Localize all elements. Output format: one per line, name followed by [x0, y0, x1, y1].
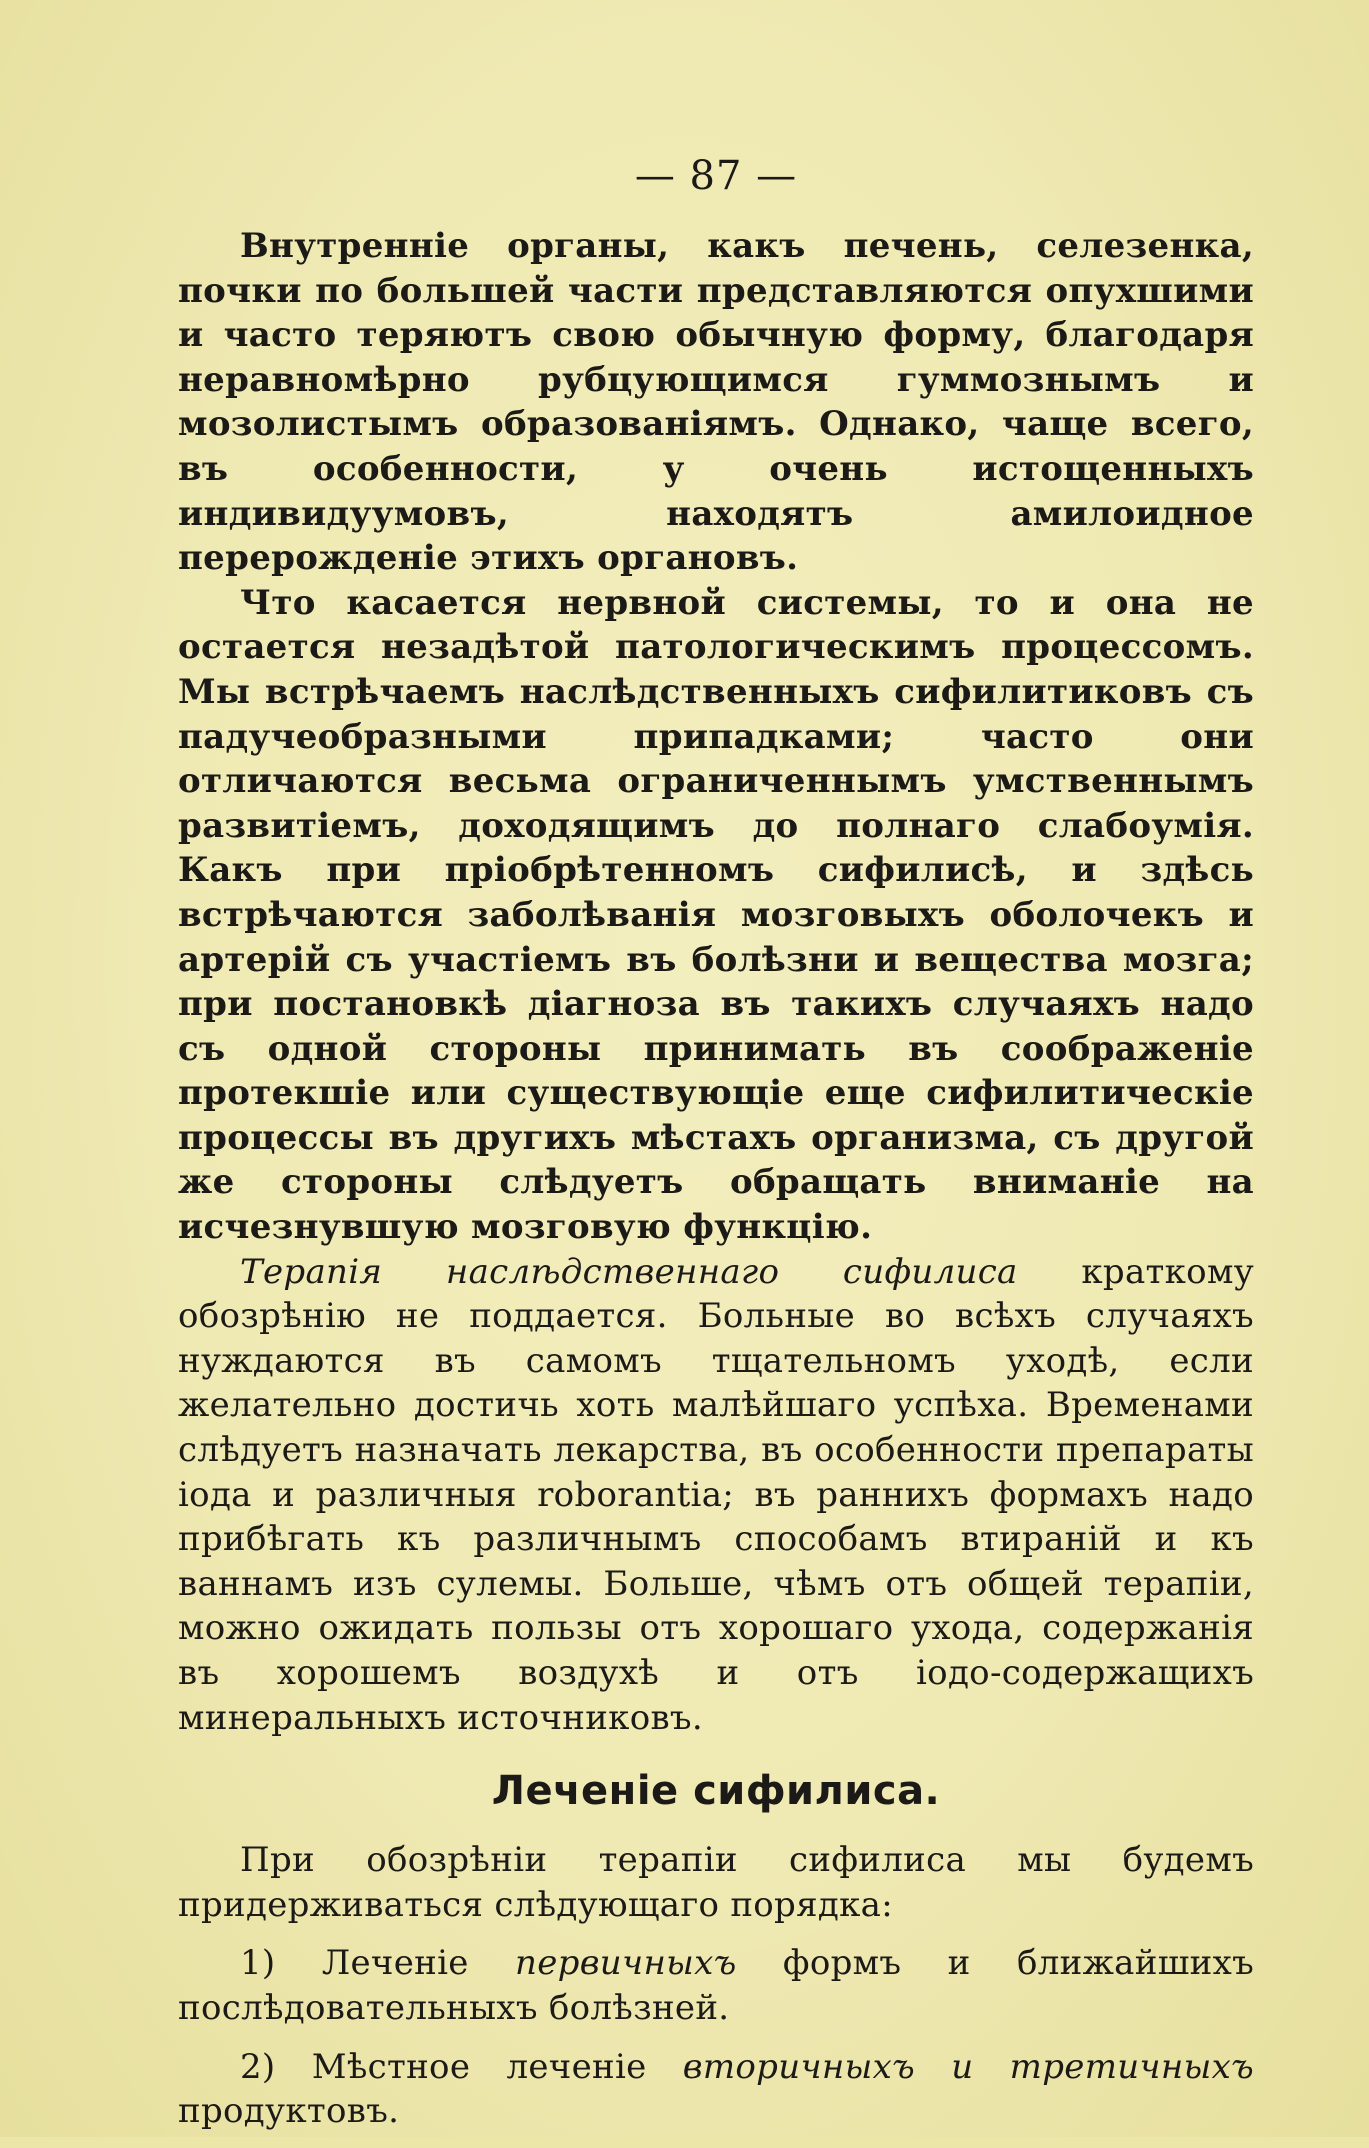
page-number: — 87 —	[634, 153, 798, 199]
section-intro: При обозрѣніи терапіи сифилиса мы будемъ придерживаться слѣдующаго порядка:	[178, 1840, 1254, 1925]
list-item-2-prefix: 2) Мѣстное леченіе	[240, 2046, 683, 2087]
paragraph-internal-organs: Внутренніе органы, какъ печень, селезенка, почки по большей части представляются опухшими и часто теряютъ свою обычную форму, благодаря неравномѣрно рубцующимся гуммознымъ и мозолистымъ образованіямъ. Однако, чаще всего, въ особенности, у очень истощенныхъ индивидуумовъ, находятъ амилоидное перерожденіе этихъ органовъ.	[178, 226, 1254, 579]
therapy-text: краткому обозрѣнію не поддается. Больные во всѣхъ случаяхъ нуждаются въ самомъ тщательномъ уходѣ, если желательно достичь хоть малѣйшаго успѣха. Временами слѣдуетъ назначать лекарства, въ особенности препараты іода и различныя roborantia; въ раннихъ формахъ надо прибѣгать къ различнымъ способамъ втираній и къ ваннамъ изъ сулемы. Больше, чѣмъ отъ общей терапіи, можно ожидать пользы отъ хорошаго ухода, содержанія въ хорошемъ воздухѣ и отъ іодо-содержащихъ минеральныхъ источниковъ.	[178, 1251, 1255, 1738]
list-item-1-suffix: формъ и ближайшихъ послѣдовательныхъ болѣзней.	[178, 1943, 1254, 2028]
list-item-2-suffix: продуктовъ.	[178, 2091, 400, 2132]
paragraph-therapy	[178, 1250, 1254, 1741]
list-item-1	[178, 1941, 1254, 2030]
list-item-2-italic: вторичныхъ и третичныхъ	[682, 2046, 1255, 2087]
section-heading: Леченіе сифилиса.	[491, 1768, 941, 1815]
list-item-1-prefix: 1) Леченіе	[240, 1943, 516, 1984]
list-item-1-italic: первичныхъ	[515, 1943, 737, 1984]
paragraph-nervous-system: Что касается нервной системы, то и она не остается незадѣтой патологическимъ процессомъ. Мы встрѣчаемъ наслѣдственныхъ сифилитиковъ съ падучеобразными припадками; часто они отличаются весьма ограниченнымъ умственнымъ развитіемъ, доходящимъ до полнаго слабоумія. Какъ при пріобрѣтенномъ сифилисѣ, и здѣсь встрѣчаются заболѣванія мозговыхъ оболочекъ и артерій съ участіемъ въ болѣзни и вещества мозга; при постановкѣ діагноза въ такихъ случаяхъ надо съ одной стороны принимать въ соображеніе протекшіе или существующіе еще сифилитическіе процессы въ другихъ мѣстахъ организма, съ другой же стороны слѣдуетъ обращать вниманіе на исчезнувшую мозговую функцію.	[178, 582, 1254, 1248]
list-item-2	[178, 2045, 1254, 2134]
therapy-italic-phrase: Терапія наслѣдственнаго сифилиса	[240, 1251, 1018, 1292]
page-body	[178, 150, 1254, 2148]
